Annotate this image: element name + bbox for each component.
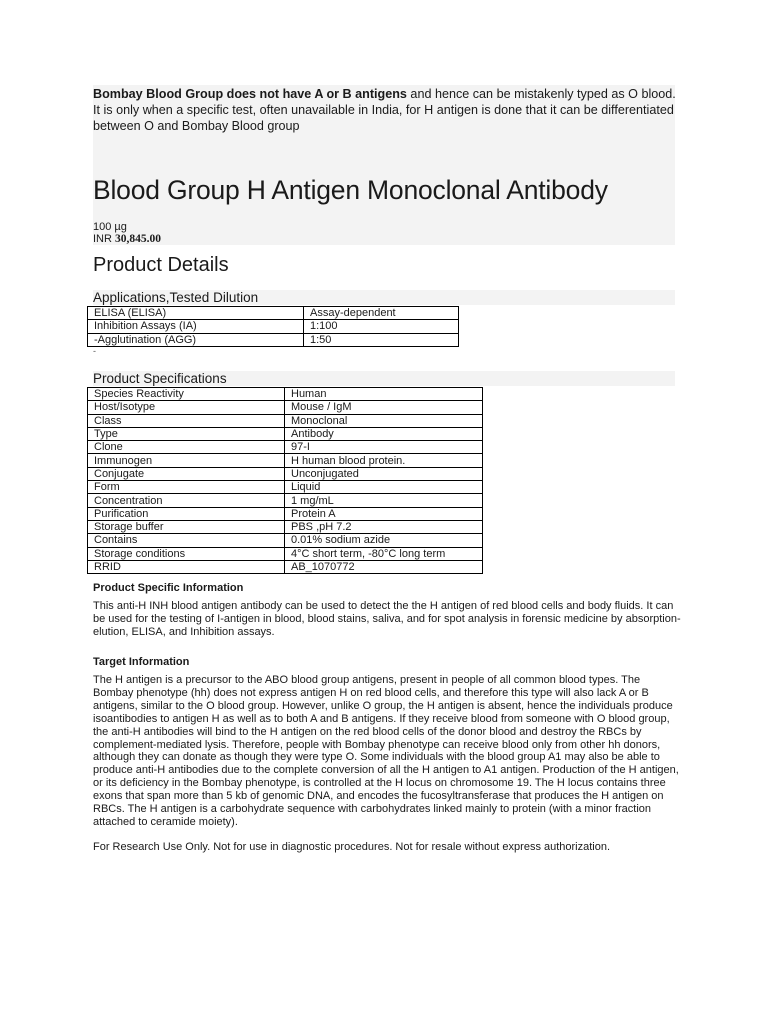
table-row [88, 520, 483, 533]
product-size: 100 µg [93, 221, 127, 233]
table-cell-value: Monoclonal [285, 414, 483, 427]
applications-footnote: - [93, 346, 96, 356]
intro-text: and hence can be mistakenly typed as O blood. It is only when a specific test, often unavailable in India, for H antigen is done that it can be differentiated between O and Bombay Blood group [93, 87, 676, 133]
table-cell-value: H human blood protein. [285, 454, 483, 467]
table-cell-value: 1:100 [304, 320, 459, 333]
specific-info-heading: Product Specific Information [93, 582, 244, 594]
table-cell-label: Clone [88, 441, 285, 454]
product-title: Blood Group H Antigen Monoclonal Antibody [93, 175, 608, 205]
table-row [88, 320, 459, 333]
table-cell-value: 1 mg/mL [285, 494, 483, 507]
table-row [88, 388, 483, 401]
table-cell-label: Form [88, 481, 285, 494]
table-row [88, 441, 483, 454]
disclaimer: For Research Use Only. Not for use in diagnostic procedures. Not for resale without express authorization. [93, 841, 611, 853]
target-info-text: The H antigen is a precursor to the ABO blood group antigens, present in people of all common blood types. The Bombay phenotype (hh) does not express antigen H on red blood cells, and therefore this type will also lack A or B antigens, similar to the O blood group. However, unlike O group, the H antigen is absent, hence the individuals produce isoantibodies to antigen H as well as to both A and B antigens. If they receive blood from someone with O blood group, the anti-H antibodies will bind to the H antigen on the red blood cells of the donor blood and destroy the RBCs by complement-mediated lysis. Therefore, people with Bombay phenotype can receive blood only from other hh donors, although they can donate as though they were type O. Some individuals with the blood group A1 may also be able to produce anti-H antibodies due to the complete conversion of all the H antigen to A1 antigen. Production of the H antigen, or its deficiency in the Bombay phenotype, is controlled at the H locus on chromosome 19. The H locus contains three exons that span more than 5 kb of genomic DNA, and encodes the fucosyltransferase that produces the H antigen on RBCs. The H antigen is a carbohydrate sequence with carbohydrates linked mainly to protein (with a minor fraction attached to ceramide moiety). [93, 674, 679, 828]
table-cell-label: Species Reactivity [88, 388, 285, 401]
table-row [88, 467, 483, 480]
table-cell-label: Inhibition Assays (IA) [88, 320, 304, 333]
table-row [88, 427, 483, 440]
table-cell-label: -Agglutination (AGG) [88, 333, 304, 346]
table-cell-label: Contains [88, 534, 285, 547]
table-row [88, 307, 459, 320]
table-row [88, 414, 483, 427]
table-cell-value: AB_1070772 [285, 560, 483, 573]
price-currency: INR [93, 233, 112, 245]
specifications-title: Product Specifications [93, 371, 675, 386]
intro-bold: Bombay Blood Group does not have A or B antigens [93, 87, 407, 101]
table-cell-label: Purification [88, 507, 285, 520]
table-row [88, 494, 483, 507]
table-row [88, 333, 459, 346]
table-cell-value: 4°C short term, -80°C long term [285, 547, 483, 560]
specifications-table [87, 387, 483, 574]
table-cell-label: Immunogen [88, 454, 285, 467]
target-info-heading: Target Information [93, 656, 190, 668]
table-cell-label: Conjugate [88, 467, 285, 480]
intro-paragraph [93, 86, 678, 134]
table-cell-label: ELISA (ELISA) [88, 307, 304, 320]
table-cell-label: Host/Isotype [88, 401, 285, 414]
details-title: Product Details [93, 254, 229, 276]
table-cell-value: Mouse / IgM [285, 401, 483, 414]
product-price [93, 233, 161, 245]
applications-title: Applications,Tested Dilution [93, 290, 675, 305]
table-cell-value: Liquid [285, 481, 483, 494]
table-cell-value: PBS ,pH 7.2 [285, 520, 483, 533]
table-row [88, 547, 483, 560]
table-cell-value: 1:50 [304, 333, 459, 346]
table-cell-value: Antibody [285, 427, 483, 440]
price-value: 30,845.00 [115, 233, 162, 245]
table-row [88, 507, 483, 520]
specific-info-text: This anti-H INH blood antigen antibody can be used to detect the the H antigen of red blood cells and body fluids. It can be used for the testing of I-antigen in blood, blood stains, saliva, and for spot analysis in forensic medicine by absorption-elution, ELISA, and Inhibition assays. [93, 600, 681, 638]
table-cell-label: Storage conditions [88, 547, 285, 560]
table-cell-value: 0.01% sodium azide [285, 534, 483, 547]
table-row [88, 481, 483, 494]
table-cell-label: Storage buffer [88, 520, 285, 533]
table-cell-label: Type [88, 427, 285, 440]
table-row [88, 534, 483, 547]
applications-table [87, 306, 459, 347]
table-cell-value: Assay-dependent [304, 307, 459, 320]
table-cell-value: 97-I [285, 441, 483, 454]
table-cell-label: Class [88, 414, 285, 427]
table-cell-value: Protein A [285, 507, 483, 520]
table-row [88, 560, 483, 573]
table-cell-label: Concentration [88, 494, 285, 507]
table-row [88, 454, 483, 467]
table-cell-value: Human [285, 388, 483, 401]
table-cell-value: Unconjugated [285, 467, 483, 480]
table-row [88, 401, 483, 414]
table-cell-label: RRID [88, 560, 285, 573]
